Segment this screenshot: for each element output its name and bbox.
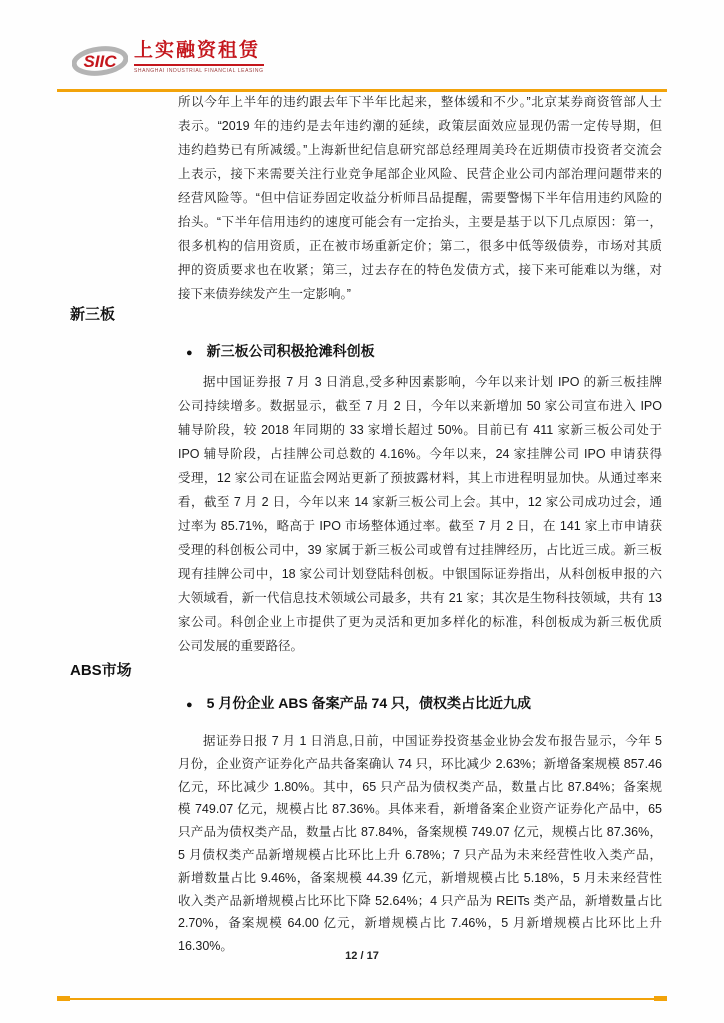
text-line: 16.30%。 [178,939,233,954]
bullet-item-abs [70,694,662,714]
section-heading-abs: ABS市场 [70,662,132,679]
siic-logo-icon [72,40,128,80]
text-line: 月份，企业资产证券化产品共备案确认 74 只，环比减少 2.63%；新增备案规模 857.46 [178,756,662,771]
text-line: 很多机构的信用资质，正在被市场重新定价；第二，很多中低等级债券，市场对其质 [178,239,662,253]
paragraph-block-xinsanban [70,370,662,658]
intro-paragraph [178,90,662,306]
company-logo [72,40,264,80]
text-line: 收入类产品新增规模占比环比下降 52.64%；4 只产品为 REITs 类产品，新增数量占比 [178,893,662,908]
intro-paragraph-block [70,90,662,306]
text-line: 据中国证券报 7 月 3 日消息,受多种因素影响，今年以来计划 IPO 的新三板挂牌 [203,375,662,389]
footer-divider-right-cap [654,996,667,1001]
text-line: 所以今年上半年的违约跟去年下半年比起来，整体缓和不少。”北京某券商资管部人士 [178,95,662,109]
section-xinsanban [70,306,662,324]
text-line: 上表示，接下来需要关注行业竞争尾部企业风险、民营企业公司内部治理问题带来的 [178,167,662,181]
page-number: 12 / 17 [345,950,379,962]
text-line: 受理，12 家公司在证监会网站更新了预披露材料，其上市进程明显加快。从通过率来 [178,471,662,485]
bullet-icon: ● [186,347,193,359]
text-line: 表示。“2019 年的违约是去年违约潮的延续，政策层面效应显现仍需一定传导期，但 [178,119,662,133]
text-line: 看，截至 7 月 2 日，今年以来 14 家新三板公司上会。其中，12 家公司成功过会，通 [178,495,662,509]
logo-text [134,40,264,74]
paragraph-block-abs [70,730,662,958]
paragraph-xinsanban [178,370,662,658]
text-line: 公司发展的重要路径。 [178,639,304,653]
paragraph-abs [178,730,662,958]
text-line: IPO 辅导阶段，占挂牌公司总数的 4.16%。今年以来，24 家挂牌公司 IPO 申请获得 [178,447,662,461]
text-line: 2.70%，备案规模 64.00 亿元，新增规模占比 7.46%，5 月新增规模占比环比上升 [178,916,662,931]
svg-text:SIIC: SIIC [83,52,117,71]
bullet-icon: ● [186,699,193,711]
text-line: 过率为 85.71%，略高于 IPO 市场整体通过率。截至 7 月 2 日，在 141 家上市申请获 [178,519,662,533]
company-name-cn: 上实融资租赁 [134,40,264,66]
section-heading-xinsanban: 新三板 [70,306,116,323]
text-line: 模 749.07 亿元，规模占比 87.36%。具体来看，新增备案企业资产证券化产品中，65 [178,802,662,817]
section-abs [70,662,662,680]
text-line: 大领域看，新一代信息技术领域公司最多，共有 21 家；其次是生物科技领域，共有 13 [178,591,662,605]
text-line: 违约趋势已有所减缓。”上海新世纪信息研究部总经理周美玲在近期债市投资者交流会 [178,143,662,157]
bullet-title: 5 月份企业 ABS 备案产品 74 只，债权类占比近九成 [206,695,532,711]
text-line: 接下来债券续发产生一定影响。” [178,287,351,301]
text-line: 5 月债权类产品新增规模占比环比上升 6.78%；7 只产品为未来经营性收入类产品， [178,847,662,862]
text-line: 现有挂牌公司中，18 家公司计划登陆科创板。中银国际证券指出，从科创板申报的六 [178,567,662,581]
text-line: 亿元，环比减少 1.80%。其中，65 只产品为债权类产品，数量占比 87.84%；备案规 [178,779,662,794]
text-line: 公司持续增多。数据显示，截至 7 月 2 日，今年以来新增加 50 家公司宣布进入 IPO [178,399,662,413]
text-line: 新增数量占比 9.46%，备案规模 44.39 亿元，新增规模占比 5.18%，5 月未来经营性 [178,870,662,885]
text-line: 经营风险等。“但中信证券固定收益分析师吕品提醒，需要警惕下半年信用违约风险的 [178,191,662,205]
text-line: 受理的科创板公司中，39 家属于新三板公司或曾有过挂牌经历，占比近三成。新三板 [178,543,662,557]
text-line: 押的资质要求也在收紧；第三，过去存在的特色发债方式，接下来可能难以为继，对 [178,263,662,277]
text-line: 辅导阶段，较 2018 年同期的 33 家增长超过 50%。目前已有 411 家新三板公司处于 [178,423,662,437]
bullet-item-xinsanban [70,342,662,362]
bullet-title: 新三板公司积极抢滩科创板 [206,343,375,359]
text-line: 据证券日报 7 月 1 日消息,日前，中国证券投资基金业协会发布报告显示，今年 5 [203,734,662,748]
text-line: 只产品为债权类产品，数量占比 87.84%，备案规模 749.07 亿元，规模占比 87.36%， [178,825,662,840]
footer-divider [57,998,667,1000]
text-line: 家公司。科创企业上市提供了更为灵活和更加多样化的标准，科创板成为新三板优质 [178,615,662,629]
text-line: 抬头。“下半年信用违约的速度可能会有一定抬头，主要是基于以下几点原因：第一， [178,215,662,229]
company-name-en: SHANGHAI INDUSTRIAL FINANCIAL LEASING [134,68,264,74]
